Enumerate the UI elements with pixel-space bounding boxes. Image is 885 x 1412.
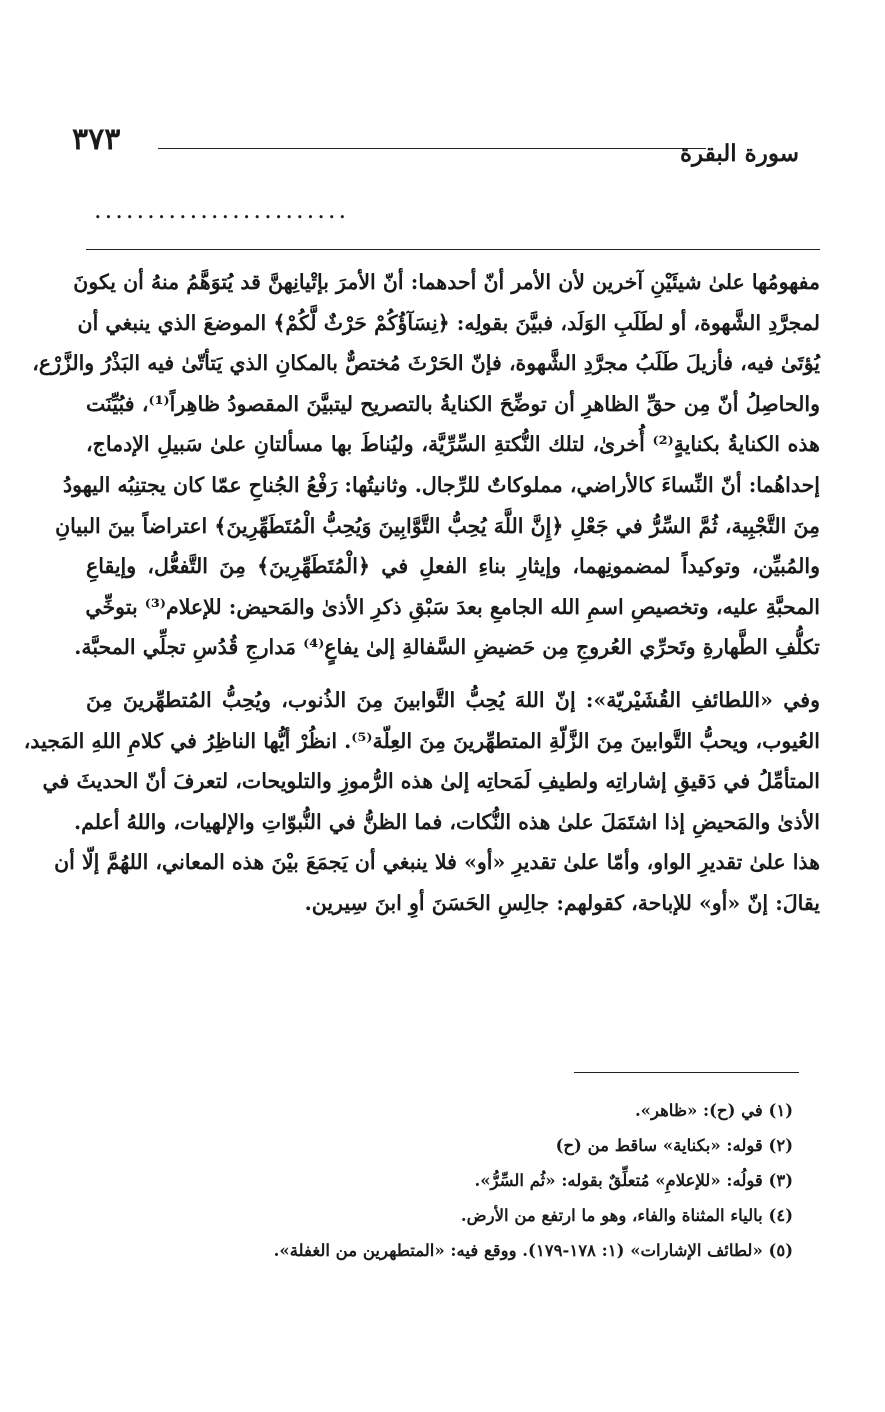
surah-title: سورة البقرة [679,140,799,167]
footnote-1: (١) في (ح): «ظاهر». [634,1101,793,1120]
footnotes [73,1093,793,1268]
body-line: لمجرَّدِ الشَّهوة، أو لطَلَبِ الوَلَد، فبيَّنَ بقولِه: ﴿نِسَآؤُكُمْ حَرْثٌ لَّكُمْ﴾ الموضعَ الذي ينبغي أن [77,310,820,335]
body-line: الأذىٰ والمَحيضِ إذا اشتَمَلَ علىٰ هذه النُّكات، فما الظنُّ في النُّبوّاتِ والإلهيات، واللهُ أعلم. [73,809,820,834]
body-line: يقالَ: إنّ «أو» للإباحة، كقولهم: جالِسِ الحَسَنَ أوِ ابنَ سِيرين. [304,890,820,915]
body-line: هذا علىٰ تقديرِ الواو، وأمّا علىٰ تقديرِ «أو» فلا ينبغي أن يَجمَعَ بيْنَ هذه المعاني، اللهُمَّ إلّا أن [54,850,820,875]
body-line: تكلُّفِ الطَّهارةِ وتَحرِّي العُروجِ مِن حَضيضِ السَّفالةِ إلىٰ يفاعٍ⁽⁴⁾ مَدارجِ قُدُسِ تجلِّي المحبَّة. [74,635,820,660]
header-divider [86,249,820,250]
body-line: مِنَ التَّجْبِية، ثُمَّ السِّرُّ في جَعْلِ ﴿إِنَّ اللَّهَ يُحِبُّ التَّوَّابِينَ وَيُحِبُّ الْمُتَطَهِّرِينَ﴾ اعتراضاً بينَ البيانِ [55,513,820,538]
footnote-3: (٣) قولُه: «للإعلامِ» مُتعلِّقٌ بقوله: «ثُم السِّرُّ». [474,1171,793,1190]
footnote-4: (٤) بالياء المثناة والفاء، وهو ما ارتفع من الأرض. [460,1206,793,1225]
footnote-2: (٢) قوله: «بكناية» ساقط من (ح) [555,1136,793,1155]
body-line: المحبَّةِ عليه، وتخصيصِ اسمِ الله الجامعِ بعدَ سَبْقِ ذكرِ الأذىٰ والمَحيض: للإعلام⁽³⁾ بتوخِّي [85,594,820,619]
body-text [23,262,820,924]
body-line: العُيوب، ويحبُّ التَّوابينَ مِنَ الزَّلّةِ المتطهِّرينَ مِنَ العِلّة⁽⁵⁾. انظُرْ أيُّها الناظِرُ في كلامِ اللهِ المَجيد، [23,728,820,753]
body-line: إحداهُما: أنّ النِّساءَ كالأراضي، مملوكاتٌ للرِّجال. وثانيتُها: رَفْعُ الجُناحِ عمّا كان يجتنِبُه اليهودُ [62,472,820,497]
body-line: المتأمِّلُ في دَقيقِ إشاراتِه ولطيفِ لَمَحاتِه إلىٰ هذه الرُّموزِ والتلويحات، لتعرفَ أنّ الحديثَ في [42,769,820,794]
body-line: مفهومُها علىٰ شيئَيْنِ آخرين لأن الأمر أنّ أحدهما: أنّ الأمرَ بإتْيانِهنَّ قد يُتوَهَّمُ منهُ أن يكونَ [73,270,820,294]
footnote-5: (٥) «لطائف الإشارات» (١: ١٧٨-١٧٩). ووقع فيه: «المتطهرين من الغفلة». [273,1241,793,1260]
continuation-dots: ........................ [94,196,350,224]
body-line: يُؤتَىٰ فيه، فأزيلَ طَلَبُ مجرَّدِ الشَّهوة، فإنّ الحَرْثَ مُختصٌّ بالمكانِ الذي يَتأتّىٰ فيه البَذْرُ والزَّرْع، [32,351,820,376]
header-rule [158,148,706,149]
body-line: وفي «اللطائفِ القُشَيْريّة»: إنّ اللهَ يُحِبُّ التَّوابينَ مِنَ الذُنوب، ويُحِبُّ المُتطهِّرينَ مِنَ [86,687,820,712]
body-line: والمُبيِّن، وتوكيداً لمضمونِهما، وإيثارِ بناءِ الفعلِ في ﴿الْمُتَطَهِّرِينَ﴾ مِنَ التَّفعُّل، وإيقاعِ [86,554,820,579]
page-number: ٣٧٣ [72,122,121,157]
footnote-divider [574,1072,799,1073]
body-line: هذه الكنايةُ بكنايةٍ⁽²⁾ أُخرىٰ، لتلك النُّكتةِ السِّرِّيَّة، وليُناطَ بها مسألتانِ علىٰ سَبيلِ الإدماج، [86,432,820,457]
body-line: والحاصِلُ أنّ مِن حقِّ الظاهرِ أن توضِّحَ الكنايةُ بالتصريح ليتبيَّنَ المقصودُ ظاهِراً⁽¹⁾، فبُيِّنَت [86,391,820,416]
paragraph-2 [23,680,820,924]
paragraph-1 [32,262,820,668]
